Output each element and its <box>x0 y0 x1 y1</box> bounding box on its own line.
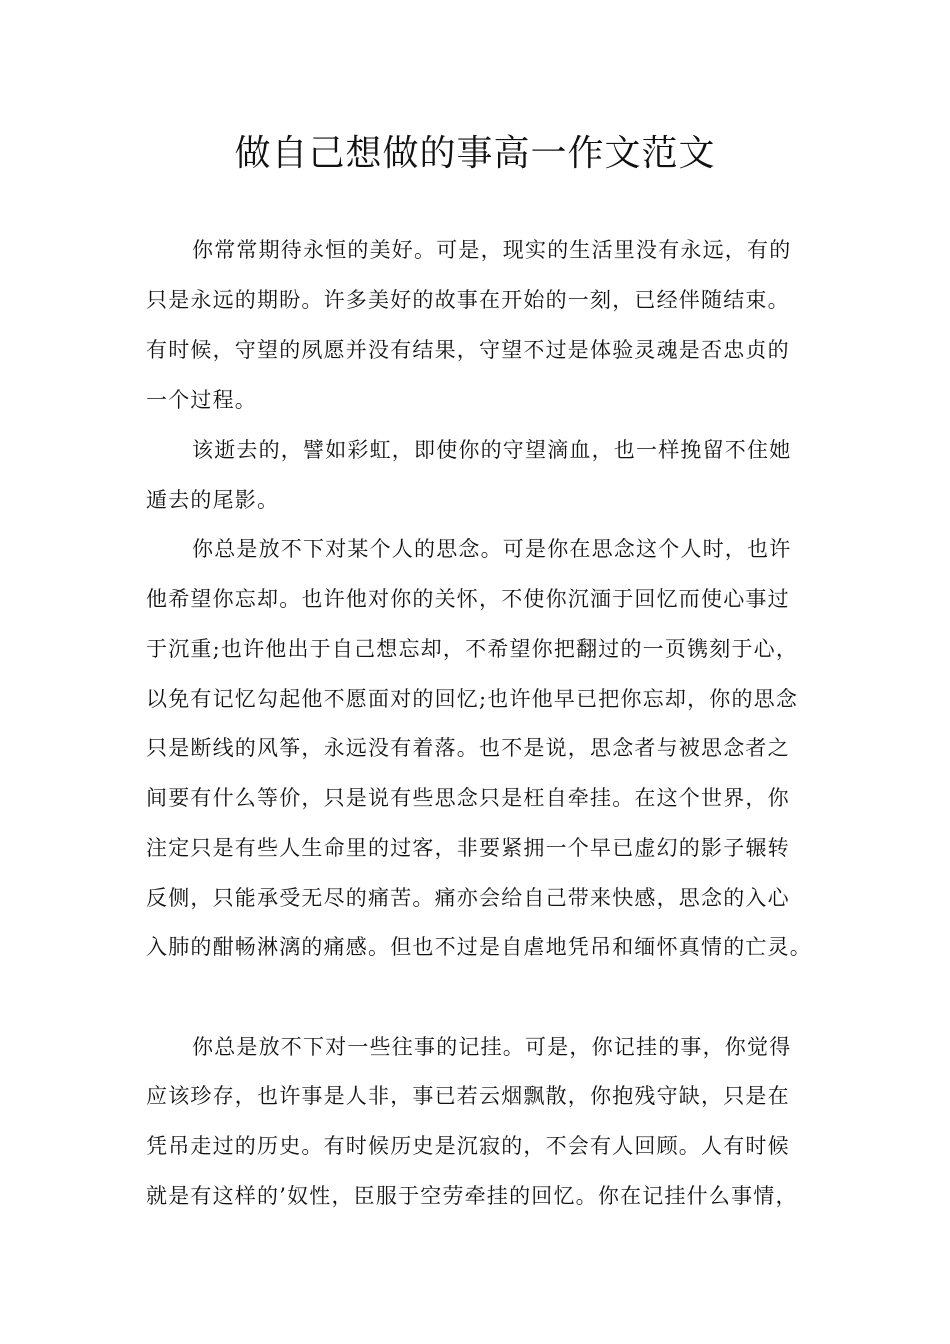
text-line: 你总是放不下对某个人的思念。可是你在思念这个人时，也许 <box>192 537 792 561</box>
text-line: 该逝去的，譬如彩虹，即使你的守望滴血，也一样挽留不住她 <box>192 438 792 462</box>
text-line: 于沉重;也许他出于自己想忘却，不希望你把翻过的一页镌刻于心， <box>146 637 799 661</box>
text-line: 遁去的尾影。 <box>146 488 280 512</box>
text-line: 以免有记忆勾起他不愿面对的回忆;也许他早已把你忘却，你的思念 <box>146 687 799 711</box>
document-title: 做自己想做的事高一作文范文 <box>234 133 716 174</box>
text-line: 凭吊走过的历史。有时候历史是沉寂的，不会有人回顾。人有时候 <box>146 1134 790 1158</box>
text-line: 间要有什么等价，只是说有些思念只是枉自牵挂。在这个世界，你 <box>146 786 790 810</box>
text-line: 他希望你忘却。也许他对你的关怀，不使你沉湎于回忆而使心事过 <box>146 587 790 611</box>
text-line: 只是断线的风筝，永远没有着落。也不是说，思念者与被思念者之 <box>146 736 790 760</box>
text-line: 你总是放不下对一些往事的记挂。可是，你记挂的事，你觉得 <box>192 1035 792 1059</box>
text-line: 注定只是有些人生命里的过客，非要紧拥一个早已虚幻的影子辗转 <box>146 836 790 860</box>
text-line: 入肺的酣畅淋漓的痛感。但也不过是自虐地凭吊和缅怀真情的亡灵。 <box>146 935 812 959</box>
text-line: 你常常期待永恒的美好。可是，现实的生活里没有永远，有的 <box>192 238 792 262</box>
text-line: 应该珍存，也许事是人非，事已若云烟飘散，你抱残守缺，只是在 <box>146 1084 790 1108</box>
text-line: 就是有这样的’奴性，臣服于空劳牵挂的回忆。你在记挂什么事情， <box>146 1184 798 1208</box>
text-line: 只是永远的期盼。许多美好的故事在开始的一刻，已经伴随结束。 <box>146 288 790 312</box>
text-line: 反侧，只能承受无尽的痛苦。痛亦会给自己带来快感，思念的入心 <box>146 886 790 910</box>
text-line: 一个过程。 <box>146 388 257 412</box>
text-line: 有时候，守望的夙愿并没有结果，守望不过是体验灵魂是否忠贞的 <box>146 338 790 362</box>
